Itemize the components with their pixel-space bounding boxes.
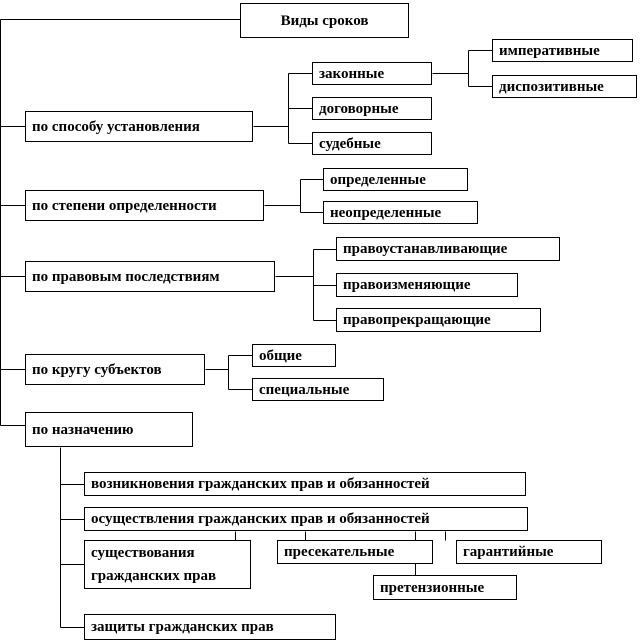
item-definite: определенные [323,168,468,191]
item-special: специальные [252,378,384,401]
category-by-purpose: по назначению [25,412,193,447]
item-judicial: судебные [312,132,432,155]
category-by-certainty: по степени определенности [25,190,264,221]
item-legal: законные [312,62,432,85]
item-contractual: договорные [312,97,432,120]
item-claim: претензионные [373,575,517,600]
item-general: общие [252,344,336,367]
item-emergence: возникновения гражданских прав и обязанностей [84,472,526,496]
item-preclusive: пресекательные [277,540,433,564]
item-exercise: осуществления гражданских прав и обязанностей [84,507,528,531]
item-terminating: правопрекращающие [336,308,541,332]
category-by-method: по способу установления [25,111,253,142]
item-establishing: правоустанавливающие [336,237,560,261]
item-existence: существования гражданских прав [84,540,251,589]
item-imperative: императивные [492,39,633,62]
category-by-subjects: по кругу субъектов [25,354,205,385]
root-title-box: Виды сроков [240,3,409,38]
item-modifying: правоизменяющие [336,273,518,297]
item-indefinite: неопределенные [323,201,478,224]
category-by-consequences: по правовым последствиям [25,261,275,292]
item-guarantee: гарантийные [456,540,602,564]
item-dispositive: диспозитивные [492,75,637,98]
item-protection: защиты гражданских прав [84,614,336,640]
